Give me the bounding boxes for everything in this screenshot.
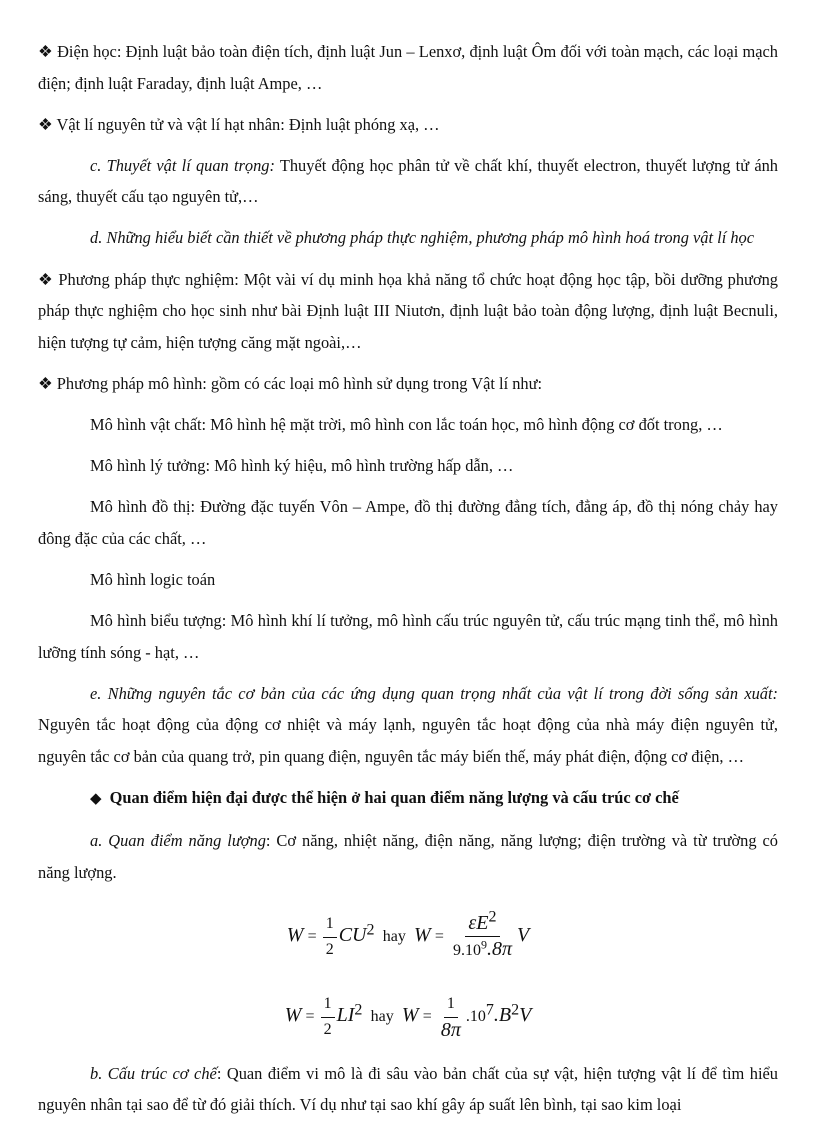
section-label-c: c. Thuyết vật lí quan trọng:	[90, 155, 275, 175]
paragraph-mo-hinh-vat-chat: Mô hình vật chất: Mô hình hệ mặt trời, mô hình con lắc toán học, mô hình động cơ đốt trong, …	[90, 414, 723, 434]
paragraph-text: : Cơ năng, nhiệt năng, điện năng, năng lượng; điện trường và từ trường có năng lượng.	[38, 830, 778, 882]
paragraph-text: : Quan điểm vi mô là đi sâu vào bản chất của sự vật, hiện tượng vật lí để tìm hiểu nguyên nhân tại sao để từ đó giải thích. Ví dụ như tại sao khí gây áp suất lên bình, tại sao kim loại	[38, 1063, 778, 1115]
paragraph-cau-truc-co-che	[38, 1058, 778, 1121]
paragraph-vat-li-nguyen-tu: ❖ Vật lí nguyên tử và vật lí hạt nhân: Định luật phóng xạ, …	[38, 114, 440, 134]
paragraph-mo-hinh-do-thi: Mô hình đồ thị: Đường đặc tuyến Vôn – Ampe, đồ thị đường đẳng tích, đẳng áp, đồ thị nóng chảy hay đông đặc của các chất, …	[38, 497, 778, 548]
paragraph-mo-hinh-logic: Mô hình logic toán	[90, 569, 216, 589]
section-heading	[38, 782, 778, 816]
paragraph-nguyen-tac	[38, 678, 778, 773]
diamond-bullet-icon: ◆	[90, 790, 102, 807]
paragraph-mo-hinh-bieu-tuong: Mô hình biểu tượng: Mô hình khí lí tưởng, mô hình cấu trúc nguyên tử, cấu trúc mạng tinh thể, mô hình lưỡng tính sóng - hạt, …	[38, 610, 778, 662]
heading-text: Quan điểm hiện đại được thể hiện ở hai quan điểm năng lượng và cấu trúc cơ chế	[109, 787, 679, 807]
section-label-a: a. Quan điểm năng lượng	[90, 830, 266, 850]
paragraph-phuong-phap-mo-hinh: ❖ Phương pháp mô hình: gồm có các loại mô hình sử dụng trong Vật lí như:	[38, 373, 543, 393]
paragraph-text: Thuyết động học phân tử về chất khí, thuyết electron, thuyết lượng tử ánh sáng, thuyết cấu tạo nguyên tử,…	[38, 155, 778, 207]
paragraph-nang-luong	[38, 825, 778, 888]
section-label-e: e. Những nguyên tắc cơ bản của các ứng dụng quan trọng nhất của vật lí trong đời sống sản xuất:	[90, 683, 778, 703]
paragraph-phuong-phap-thuc-nghiem: ❖ Phương pháp thực nghiệm: Một vài ví dụ minh họa khả năng tổ chức hoạt động học tập, bồi dưỡng phương pháp thực nghiệm cho học sinh như bài Định luật III Niutơn, định luật bảo toàn động lượng, định luật Becnuli, hiện tượng tự cảm, hiện tượng căng mặt ngoài,…	[38, 269, 778, 352]
paragraph-thuyet-vat-li	[38, 150, 778, 213]
section-label-d: d. Những hiểu biết cần thiết về phương pháp thực nghiệm, phương pháp mô hình hoá trong vật lí học	[90, 228, 755, 248]
equation-capacitor-energy: W = $\frac{1}{2}$ $CU^2$ hay W = $\frac{\varepsilon E^2}{9.10^9.8\pi}$ V	[286, 908, 530, 961]
paragraph-text: Nguyên tắc hoạt động của động cơ nhiệt và máy lạnh, nguyên tắc hoạt động của nhà máy điện nguyên tử, nguyên tắc cơ bản của quang trở, pin quang điện, nguyên tắc máy biến thế, máy phát điện, động cơ điện, …	[38, 715, 778, 766]
paragraph-mo-hinh-ly-tuong: Mô hình lý tưởng: Mô hình ký hiệu, mô hình trường hấp dẫn, …	[90, 456, 514, 476]
paragraph-dien-hoc: ❖ Điện học: Định luật bảo toàn điện tích, định luật Jun – Lenxơ, định luật Ôm đối với toàn mạch, các loại mạch điện; định luật Faraday, định luật Ampe, …	[38, 42, 778, 93]
equation-inductor-energy: W = $\frac{1}{2}$ $LI^2$ hay W = $\frac{1}{8\pi}$ $.10^7.B^2V$	[38, 978, 778, 1052]
document-page	[38, 36, 778, 1130]
section-label-b: b. Cấu trúc cơ chế	[90, 1063, 217, 1083]
paragraph-hieu-biet	[38, 222, 778, 254]
